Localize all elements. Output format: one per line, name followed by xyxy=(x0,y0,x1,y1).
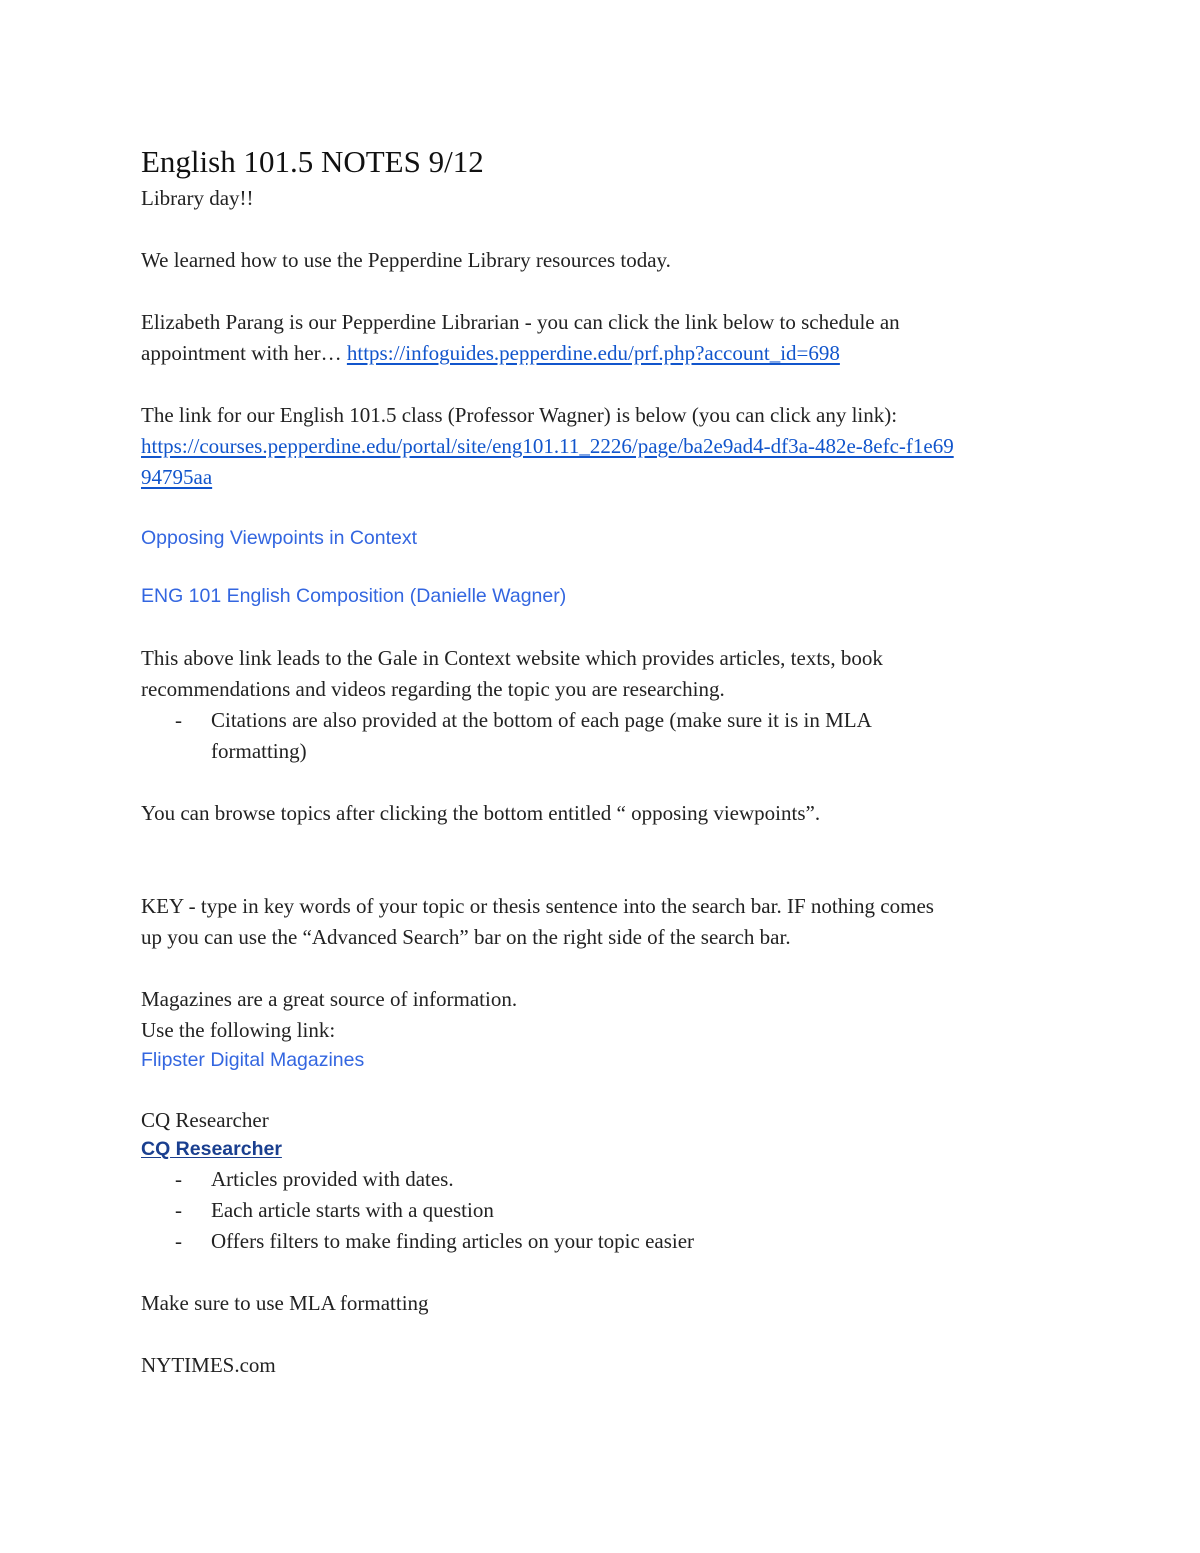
paragraph-use-link: Use the following link: xyxy=(141,1018,336,1042)
paragraph-browse: You can browse topics after clicking the bottom entitled “ opposing viewpoints”. xyxy=(141,801,821,825)
paragraph-nytimes: NYTIMES.com xyxy=(141,1353,276,1377)
cq-bullet-text: Articles provided with dates. xyxy=(211,1167,454,1191)
paragraph-librarian-line-2 xyxy=(141,343,840,364)
paragraph-key-line-2: up you can use the “Advanced Search” bar on the right side of the search bar. xyxy=(141,925,791,949)
document-title: English 101.5 NOTES 9/12 xyxy=(141,144,484,179)
opposing-viewpoints-link[interactable]: Opposing Viewpoints in Context xyxy=(141,527,418,549)
paragraph-learned: We learned how to use the Pepperdine Library resources today. xyxy=(141,248,671,272)
document-subtitle: Library day!! xyxy=(141,186,254,210)
paragraph-key-line-1: KEY - type in key words of your topic or thesis sentence into the search bar. IF nothing comes xyxy=(141,894,934,918)
paragraph-librarian-line-1: Elizabeth Parang is our Pepperdine Librarian - you can click the link below to schedule an xyxy=(141,310,900,334)
cq-bullet-text: Offers filters to make finding articles on your topic easier xyxy=(211,1229,695,1253)
eng101-composition-link[interactable]: ENG 101 English Composition (Danielle Wagner) xyxy=(141,585,567,607)
librarian-appointment-link[interactable]: https://infoguides.pepperdine.edu/prf.php?account_id=698 xyxy=(346,341,840,365)
class-portal-link-continued[interactable]: 94795aa xyxy=(141,465,213,489)
paragraph-gale-line-1: This above link leads to the Gale in Context website which provides articles, texts, book xyxy=(141,646,883,670)
paragraph-magazines: Magazines are a great source of information. xyxy=(141,987,518,1011)
paragraph-gale-line-2: recommendations and videos regarding the topic you are researching. xyxy=(141,677,725,701)
flipster-magazines-link[interactable]: Flipster Digital Magazines xyxy=(141,1049,365,1071)
class-link-line-1 xyxy=(141,436,954,457)
bullet-citations-text: Citations are also provided at the bottom of each page (make sure it is in MLA xyxy=(211,708,872,732)
class-portal-link[interactable]: https://courses.pepperdine.edu/portal/site/eng101.11_2226/page/ba2e9ad4-df3a-482e-8efc-f1e69 xyxy=(141,434,954,458)
paragraph-mla: Make sure to use MLA formatting xyxy=(141,1291,429,1315)
bullet-dash: - xyxy=(175,1167,182,1191)
bullet-dash: - xyxy=(175,1229,182,1253)
bullet-dash: - xyxy=(175,708,182,732)
paragraph-class-link: The link for our English 101.5 class (Professor Wagner) is below (you can click any link): xyxy=(141,403,898,427)
bullet-dash: - xyxy=(175,1198,182,1222)
class-link-line-2 xyxy=(141,467,212,488)
cq-researcher-heading: CQ Researcher xyxy=(141,1108,269,1132)
paragraph-librarian-text: appointment with her… xyxy=(141,341,347,365)
bullet-citations-text-2: formatting) xyxy=(211,739,307,763)
cq-bullet-text: Each article starts with a question xyxy=(211,1198,494,1222)
cq-researcher-link[interactable]: CQ Researcher xyxy=(141,1138,282,1160)
